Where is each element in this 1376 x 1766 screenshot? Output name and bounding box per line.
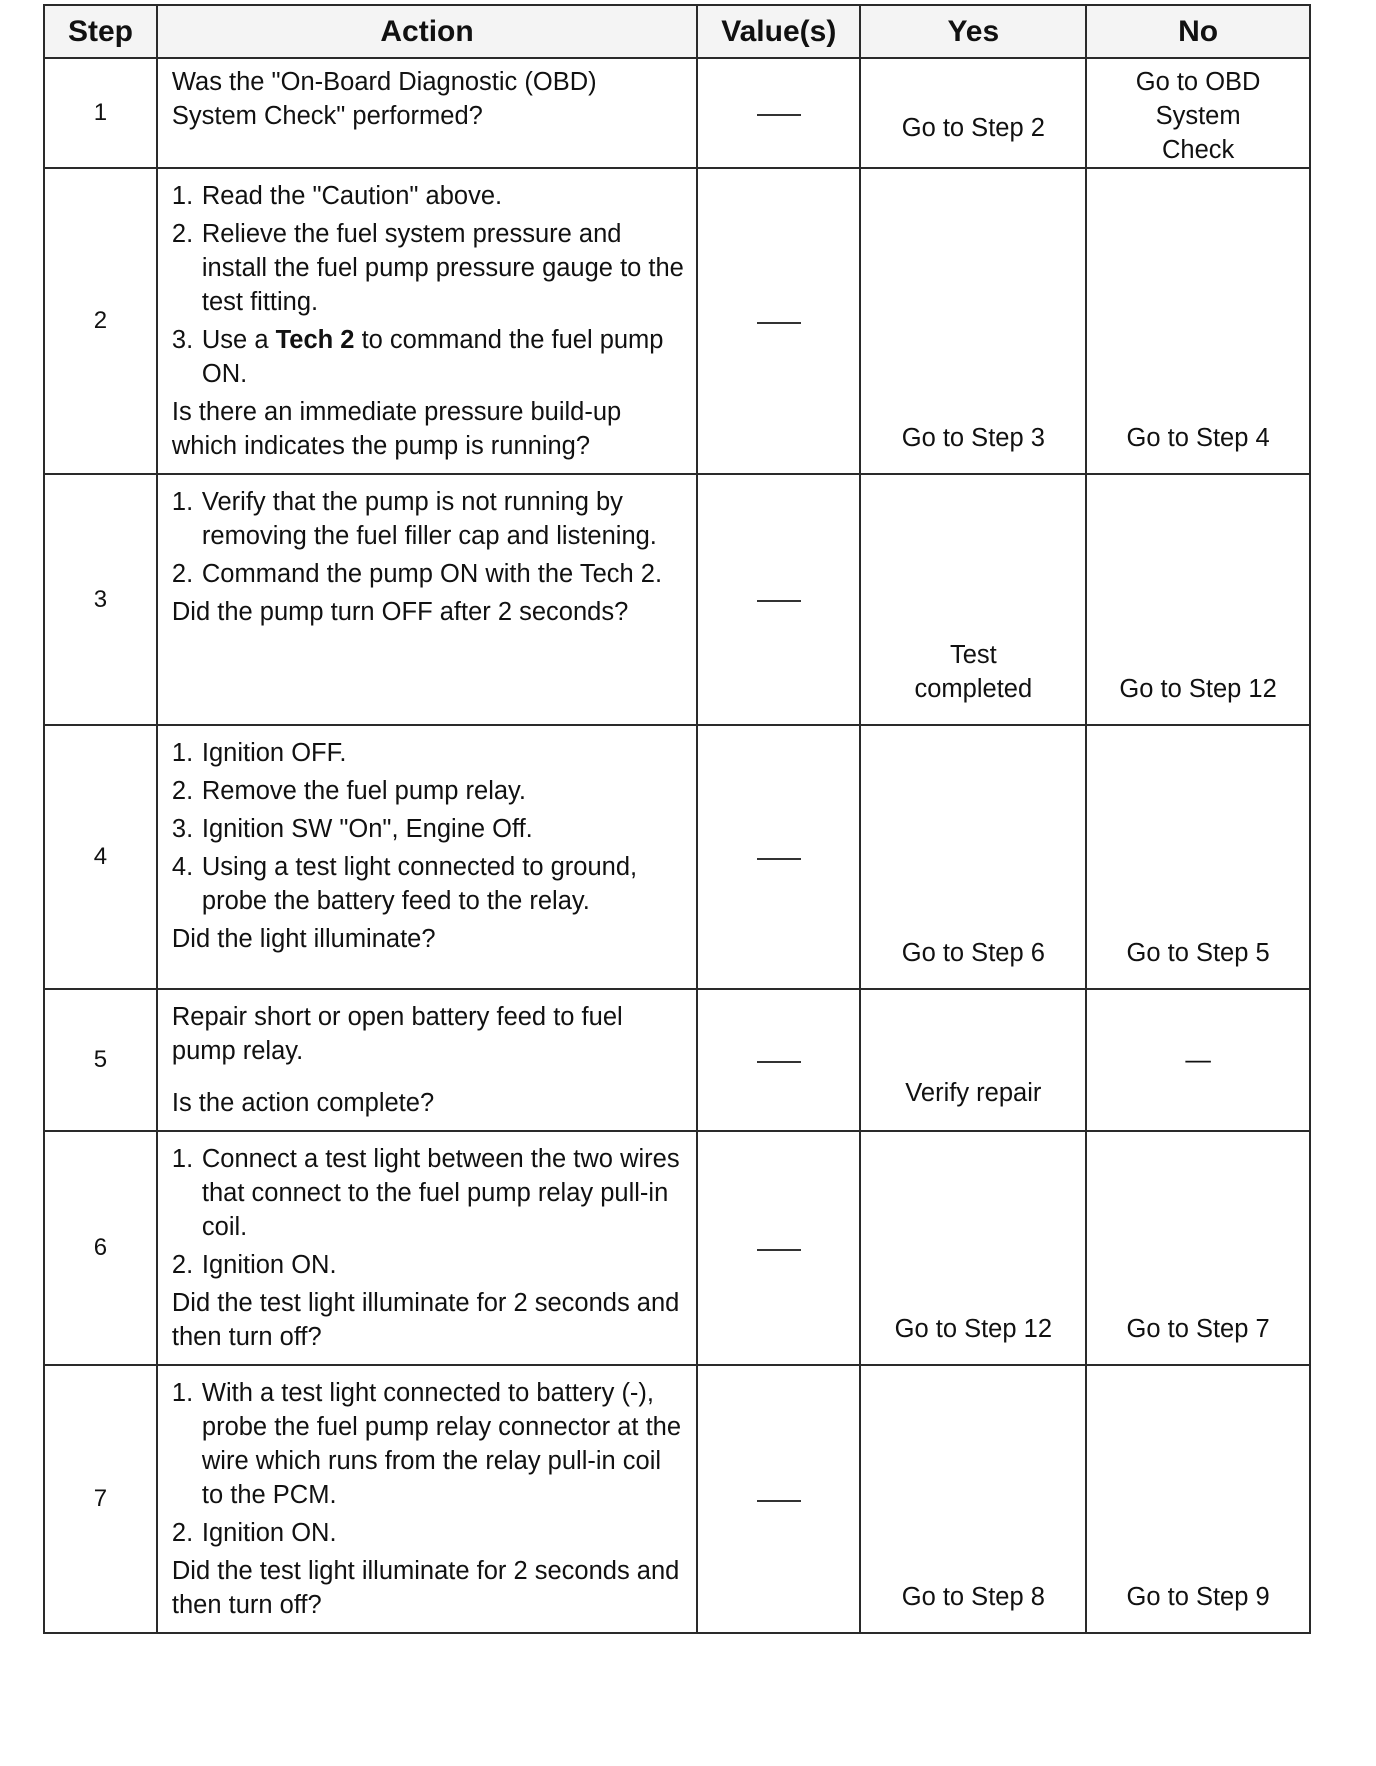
- item-number: 2.: [171, 1519, 194, 1547]
- yes-cell: Verify repair: [860, 989, 1086, 1131]
- table-row: [44, 725, 1310, 989]
- table-row: [44, 474, 1310, 725]
- item-number: 1.: [171, 182, 194, 210]
- step-number: 2: [44, 168, 157, 474]
- item-number: 2.: [171, 1251, 194, 1279]
- list-item: [172, 1142, 686, 1244]
- item-number: 1.: [171, 1379, 194, 1407]
- no-cell: [1086, 58, 1310, 168]
- yes-cell: Go to Step 2: [860, 58, 1086, 168]
- action-cell: [157, 1365, 697, 1633]
- list-item: [172, 850, 686, 918]
- item-number: 2.: [171, 777, 194, 805]
- header-yes: Yes: [860, 5, 1086, 58]
- item-number: 1.: [171, 1145, 194, 1173]
- step-number: 3: [44, 474, 157, 725]
- no-cell: Go to Step 5: [1086, 725, 1310, 989]
- table-row: [44, 168, 1310, 474]
- action-question: Did the test light illuminate for 2 seconds and then turn off?: [171, 1557, 680, 1619]
- action-question: Did the pump turn OFF after 2 seconds?: [171, 598, 629, 626]
- value-cell: [697, 725, 860, 989]
- list-item: [172, 1516, 686, 1550]
- no-cell: Go to Step 9: [1086, 1365, 1310, 1633]
- list-item: [172, 812, 686, 846]
- no-cell: Go to Step 7: [1086, 1131, 1310, 1365]
- item-text: Read the "Caution" above.: [201, 182, 503, 210]
- action-cell: [157, 58, 697, 168]
- yes-cell: Go to Step 6: [860, 725, 1086, 989]
- yes-cell: Go to Step 3: [860, 168, 1086, 474]
- yes-text: Test completed: [914, 641, 1033, 703]
- dash-mark: [757, 114, 801, 116]
- action-intro: Was the "On-Board Diagnostic (OBD) System Check" performed?: [171, 68, 597, 130]
- no-text: Go to OBD System Check: [1135, 68, 1261, 164]
- list-item: [172, 485, 686, 553]
- dash-mark: [757, 1500, 801, 1502]
- action-cell: [157, 168, 697, 474]
- item-text: Ignition ON.: [201, 1251, 337, 1279]
- diagnostic-table: [43, 4, 1311, 1634]
- item-text-bold: Tech 2: [275, 326, 355, 354]
- action-cell: [157, 474, 697, 725]
- step-number: 5: [44, 989, 157, 1131]
- item-text: Ignition ON.: [201, 1519, 337, 1547]
- value-cell: [697, 168, 860, 474]
- action-intro: Repair short or open battery feed to fuel pump relay.: [171, 1003, 623, 1065]
- action-question: Is the action complete?: [171, 1089, 435, 1117]
- value-cell: [697, 474, 860, 725]
- list-item: [172, 1376, 686, 1512]
- item-text: Connect a test light between the two wires that connect to the fuel pump relay pull-in coil.: [201, 1145, 680, 1241]
- item-number: 2.: [171, 560, 194, 588]
- item-text: Ignition SW "On", Engine Off.: [201, 815, 533, 843]
- item-text: [202, 323, 686, 391]
- step-number: 1: [44, 58, 157, 168]
- list-item: [172, 1248, 686, 1282]
- dash-mark: [757, 858, 801, 860]
- header-action: Action: [157, 5, 697, 58]
- list-item: [172, 736, 686, 770]
- list-item: [172, 179, 686, 213]
- action-cell: [157, 1131, 697, 1365]
- list-item: [172, 217, 686, 319]
- table-row: [44, 58, 1310, 168]
- dash-mark: [757, 322, 801, 324]
- item-number: 1.: [171, 488, 194, 516]
- action-question: Did the test light illuminate for 2 seconds and then turn off?: [171, 1289, 680, 1351]
- item-text: Command the pump ON with the Tech 2.: [201, 560, 663, 588]
- action-cell: [157, 989, 697, 1131]
- yes-cell: Go to Step 12: [860, 1131, 1086, 1365]
- dash-mark: [757, 600, 801, 602]
- header-values: Value(s): [697, 5, 860, 58]
- dash-mark: [757, 1061, 801, 1063]
- value-cell: [697, 989, 860, 1131]
- yes-cell: Go to Step 8: [860, 1365, 1086, 1633]
- item-text-before: Use a: [201, 326, 276, 354]
- no-cell: —: [1086, 989, 1310, 1131]
- table-row: [44, 989, 1310, 1131]
- item-text: With a test light connected to battery (-), probe the fuel pump relay connector at the wire which runs from the relay pull-in coil to the PCM.: [201, 1379, 682, 1509]
- item-text: Relieve the fuel system pressure and install the fuel pump pressure gauge to the test fitting.: [201, 220, 684, 316]
- list-item: [172, 557, 686, 591]
- table-row: [44, 1131, 1310, 1365]
- step-number: 7: [44, 1365, 157, 1633]
- table-row: [44, 1365, 1310, 1633]
- header-row: [44, 5, 1310, 58]
- dash-mark: [757, 1249, 801, 1251]
- header-no: No: [1086, 5, 1310, 58]
- item-text: Verify that the pump is not running by removing the fuel filler cap and listening.: [201, 488, 657, 550]
- no-cell: Go to Step 12: [1086, 474, 1310, 725]
- item-number: 2.: [171, 220, 194, 248]
- header-step: Step: [44, 5, 157, 58]
- list-item: [172, 774, 686, 808]
- action-question: Is there an immediate pressure build-up which indicates the pump is running?: [171, 398, 622, 460]
- item-text: Remove the fuel pump relay.: [201, 777, 526, 805]
- item-text: Ignition OFF.: [201, 739, 347, 767]
- yes-cell: [860, 474, 1086, 725]
- item-number: 1.: [171, 739, 194, 767]
- step-number: 4: [44, 725, 157, 989]
- item-number: 4.: [171, 853, 194, 881]
- item-text: Using a test light connected to ground, probe the battery feed to the relay.: [201, 853, 638, 915]
- value-cell: [697, 58, 860, 168]
- step-number: 6: [44, 1131, 157, 1365]
- item-number: 3.: [171, 326, 194, 354]
- item-text-after: to command the fuel pump ON.: [201, 326, 664, 388]
- value-cell: [697, 1365, 860, 1633]
- list-item: [172, 323, 686, 391]
- item-number: 3.: [171, 815, 194, 843]
- action-question: Did the light illuminate?: [171, 925, 436, 953]
- action-cell: [157, 725, 697, 989]
- value-cell: [697, 1131, 860, 1365]
- no-cell: Go to Step 4: [1086, 168, 1310, 474]
